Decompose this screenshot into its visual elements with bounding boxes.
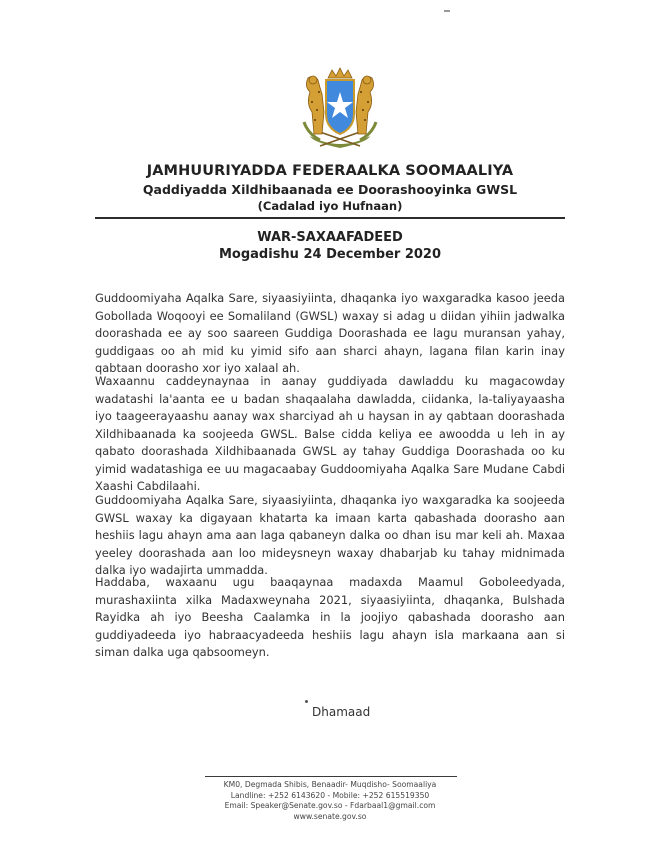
body-paragraph-4: Haddaba, waxaanu ugu baaqaynaa madaxda Maamul Goboleedyada, murashaxiinta xilka Madaxweynaha 2021, siyaasiyiinta, dhaqanka, Bulshada Rayidka ah iyo Beesha Caalamka in la joojiyo qabashada doorasho aan guddiyadeeda iyo habraacyadeeda heshiis lagu ahayn isla markaana aan si siman dalka uga qabsoomeyn.	[95, 575, 565, 659]
press-release-title: WAR-SAXAAFADEED	[257, 230, 403, 245]
closing-mark	[305, 700, 308, 703]
office-motto: (Cadalad iyo Hufnaan)	[257, 199, 403, 213]
footer-email: Email: Speaker@Senate.gov.so - Fdarbaal1@gmail.com	[224, 801, 436, 810]
header-divider	[95, 217, 565, 219]
footer-divider	[205, 776, 457, 777]
closing-text: Dhamaad	[312, 705, 371, 719]
footer-address: KM0, Degmada Shibis, Benaadir- Muqdisho- Soomaaliya	[223, 780, 437, 789]
footer-phones: Landline: +252 6143620 - Mobile: +252 615519350	[230, 790, 430, 800]
office-subtitle: Qaddiyadda Xildhibaanada ee Doorashooyinka GWSL	[142, 182, 518, 197]
press-release-dateline: Mogadishu 24 December 2020	[218, 247, 441, 262]
republic-title: JAMHUURIYADDA FEDERAALKA SOOMAALIYA	[146, 163, 514, 179]
coat-of-arms-icon	[290, 62, 390, 152]
body-paragraph-2: Waxaannu caddeynaynaa in aanay guddiyada dawladdu ku magacowday wadatashi la'aanta ee u badan shaqaalaha dawladda, ciidanka, la-taliyayaasha iyo taageerayaashu aanay wax sharciyad ah u haysan in ay qabtaan doorashada Xildhibaanada ka soojeeda GWSL. Balse cidda keliya ee awoodda u leh in ay qabato doorashada Xildhibaanada GWSL ay tahay Guddiga Doorashada oo ku yimid wadatashiga ee uu magacaabay Guddoomiyaha Aqalka Sare Mudane Cabdi Xaashi Cabdilaahi.	[95, 374, 565, 493]
body-paragraph-1: Guddoomiyaha Aqalka Sare, siyaasiyiinta, dhaqanka iyo waxgaradka kasoo jeeda Gobollada Woqooyi ee Somaliland (GWSL) waxay si adag u diidan yihiin jadwalka doorashada ee ay soo saareen Guddiga Doorashada ee lagu muransan yahay, guddigaas oo ah mid ku yimid sifo aan sharci ahayn, lagana filan karin inay qabtaan doorasho xor iyo xalaal ah.	[95, 291, 565, 375]
body-paragraph-3: Guddoomiyaha Aqalka Sare, siyaasiyiinta, dhaqanka iyo waxgaradka ka soojeeda GWSL waxay ka digayaan khatarta ka imaan karta qabashada doorasho aan heshiis lagu ahayn ama aan laga qabaneyn dalka oo dhan isu mar keli ah. Maxaa yeeley doorashada aan loo mideysneyn waxay dhabarjab ku tahay midnimada dalka iyo wadajirta ummadda.	[95, 493, 565, 577]
footer-website: www.senate.gov.so	[293, 811, 367, 821]
scan-mark	[444, 10, 450, 12]
